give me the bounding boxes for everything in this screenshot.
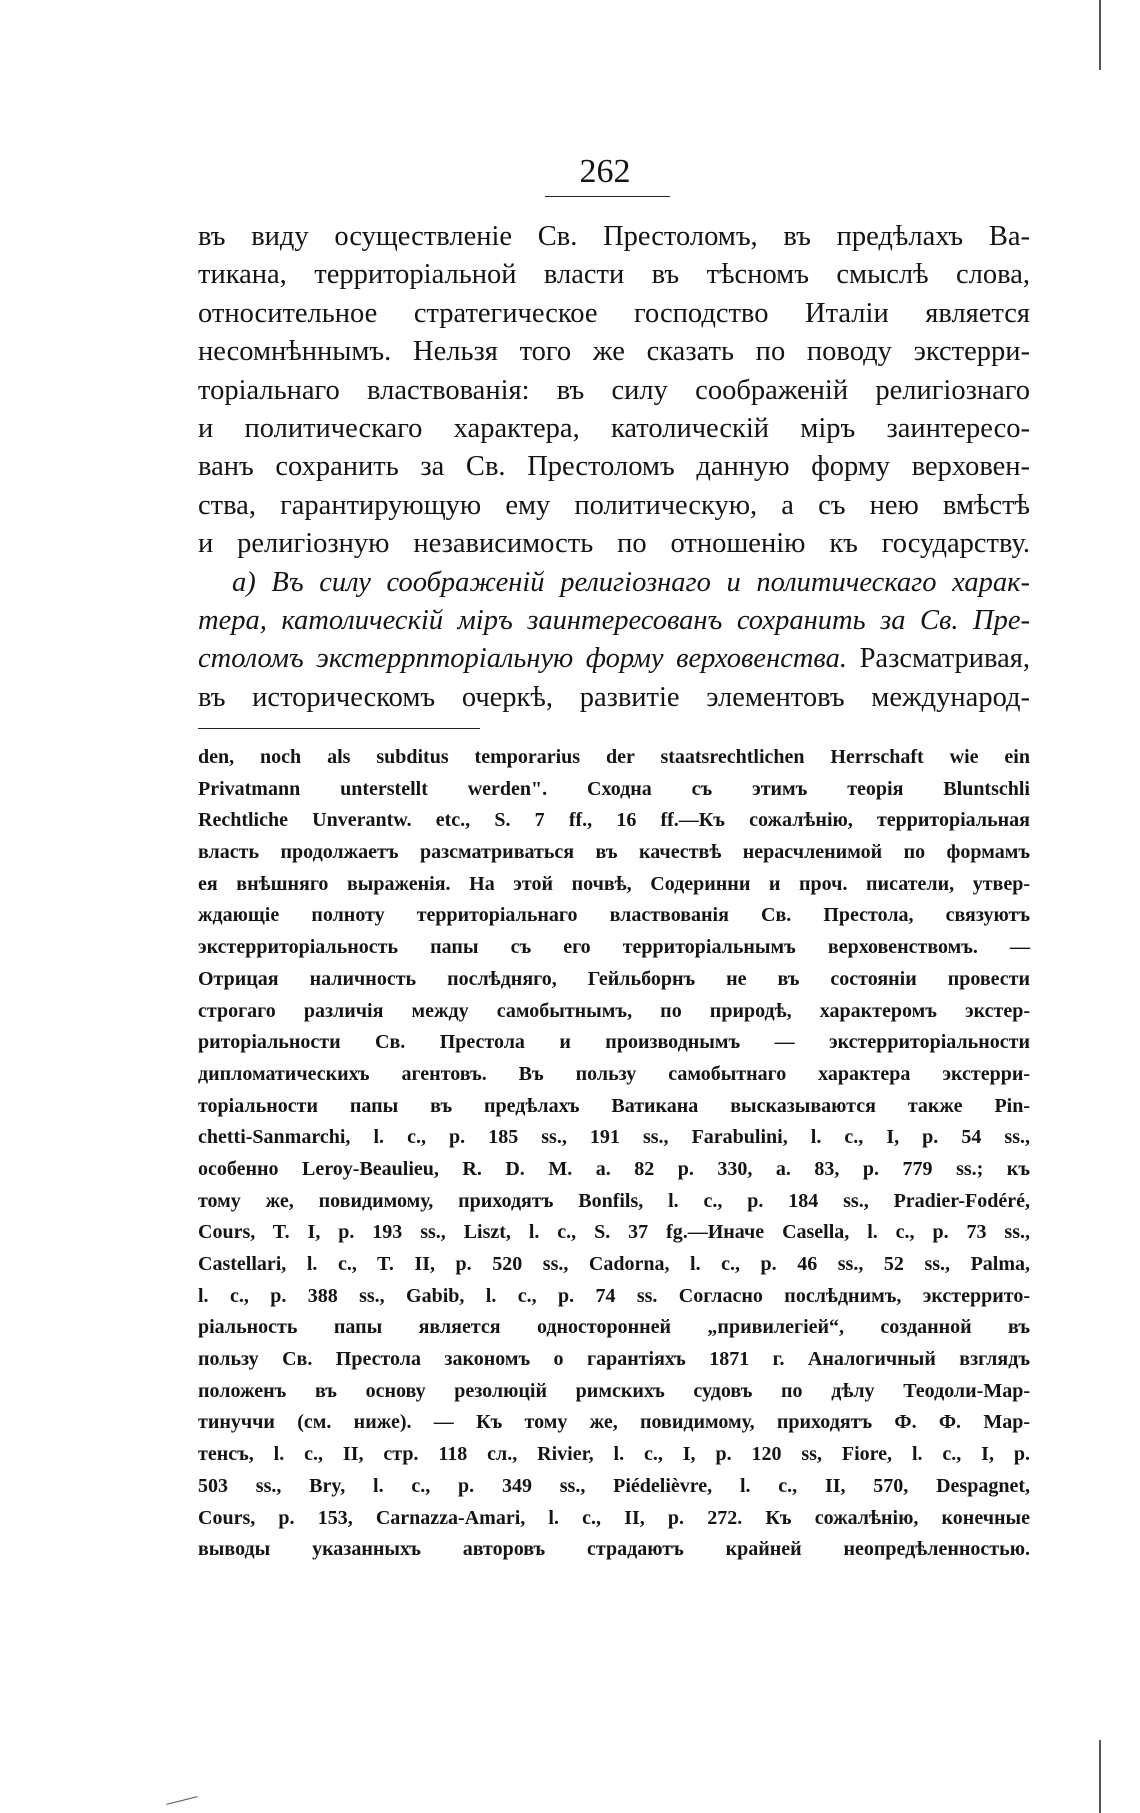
main-line: въ виду осуществленіе Св. Престоломъ, въ предѣлахъ Ва- <box>198 221 1030 252</box>
footnote-line: тенсъ, l. c., II, стр. 118 сл., Rivier, l. c., I, p. 120 ss, Fiore, l. c., I, p. <box>198 1443 1030 1466</box>
footnote-line: риторіальности Св. Престола и производнымъ — экстерриторіальности <box>198 1031 1030 1054</box>
footnote-line: пользу Св. Престола закономъ о гарантіяхъ 1871 г. Аналогичный взглядъ <box>198 1348 1030 1371</box>
footnote-line: Privatmann unterstellt werden". Сходна съ этимъ теорія Bluntschli <box>198 777 1030 800</box>
footnote-line: Cours, T. I, p. 193 ss., Liszt, l. c., S. 37 fg.—Иначе Casella, l. c., p. 73 ss., <box>198 1221 1030 1244</box>
main-line: ванъ сохранить за Св. Престоломъ данную форму верховен- <box>198 451 1030 483</box>
footnote-line: тинуччи (см. ниже). — Къ тому же, повидимому, приходятъ Ф. Ф. Мар- <box>198 1411 1030 1434</box>
footnote-line: l. c., p. 388 ss., Gabib, l. c., p. 74 ss. Согласно послѣднимъ, экстеррито- <box>198 1284 1030 1307</box>
footnote-line: Rechtliche Unverantw. etc., S. 7 ff., 16 ff.—Къ сожалѣнію, территоріальная <box>198 809 1030 832</box>
section-a-mixed-line <box>198 640 1030 678</box>
footnote-line: ждающіе полноту территоріальнаго властвованія Св. Престола, связуютъ <box>198 904 1030 927</box>
footnote-line: Castellari, l. c., T. II, p. 520 ss., Cadorna, l. c., p. 46 ss., 52 ss., Palma, <box>198 1253 1030 1275</box>
footnote-line: тому же, повидимому, приходятъ Bonfils, l. c., p. 184 ss., Pradier-Fodéré, <box>198 1189 1030 1212</box>
footnote-line: экстерриторіальность папы съ его территоріальнымъ верховенствомъ. — <box>198 936 1030 959</box>
page-number-rule <box>545 196 670 197</box>
section-a-heading-line: тера, католическій міръ заинтересованъ сохранить за Св. Пре- <box>198 604 1030 636</box>
main-line: въ историческомъ очеркѣ, развитіе элементовъ международ- <box>198 681 1030 713</box>
footnote-line: ея внѣшняго выраженія. На этой почвѣ, Содеринни и проч. писатели, утвер- <box>198 872 1030 895</box>
scan-corner-mark <box>166 1796 197 1805</box>
footnote-line: chetti-Sanmarchi, l. c., p. 185 ss., 191 ss., Farabulini, l. c., I, p. 54 ss., <box>198 1126 1030 1149</box>
footnote <box>198 742 1030 1566</box>
section-a-heading-line: а) Въ силу соображеній религіознаго и политическаго харак- <box>232 566 1030 598</box>
main-line: ства, гарантирующую ему политическую, а съ нею вмѣстѣ <box>198 489 1030 521</box>
main-line: относительное стратегическое господство Италіи является <box>198 297 1030 329</box>
page-number: 262 <box>579 153 631 190</box>
footnote-rule <box>198 728 480 729</box>
main-text <box>198 218 1030 717</box>
footnote-line: строгаго различія между самобытнымъ, по природѣ, характеромъ экстер- <box>198 999 1030 1022</box>
footnote-line: 503 ss., Bry, l. c., p. 349 ss., Piédelièvre, l. c., II, 570, Despagnet, <box>198 1474 1030 1497</box>
section-a-heading-end: столомъ экстеррпторіальную форму верховенства. <box>198 643 847 675</box>
main-line: торіальнаго властвованія: въ силу соображеній религіознаго <box>198 374 1030 406</box>
main-line: тикана, территоріальной власти въ тѣсномъ смыслѣ слова, <box>198 259 1030 291</box>
footnote-line: Cours, p. 153, Carnazza-Amari, l. c., II, p. 272. Къ сожалѣнію, конечные <box>198 1506 1030 1529</box>
main-line: и религіозную независимость по отношенію къ государству. <box>198 528 1030 560</box>
footnote-line: власть продолжаетъ разсматриваться въ качествѣ нерасчленимой по формамъ <box>198 841 1030 864</box>
footnote-line: выводы указанныхъ авторовъ страдаютъ крайней неопредѣленностью. <box>198 1538 1030 1561</box>
footnote-line: торіальности папы въ предѣлахъ Ватикана высказываются также Pin- <box>198 1094 1030 1117</box>
main-line: несомнѣннымъ. Нельзя того же сказать по поводу экстерри- <box>198 336 1030 368</box>
footnote-line: Отрицая наличность послѣдняго, Гейльборнъ не въ состояніи провести <box>198 967 1030 990</box>
footnote-line: положенъ въ основу резолюцій римскихъ судовъ по дѣлу Теодоли-Мар- <box>198 1379 1030 1402</box>
footnote-line: den, noch als subditus temporarius der staatsrechtlichen Herrschaft wie ein <box>198 746 1030 768</box>
footnote-line: особенно Leroy-Beaulieu, R. D. M. a. 82 p. 330, a. 83, p. 779 ss.; къ <box>198 1157 1030 1180</box>
scan-edge-mark <box>1099 0 1101 70</box>
main-line: и политическаго характера, католическій міръ заинтересо- <box>198 412 1030 444</box>
scan-edge-mark <box>1099 1740 1101 1813</box>
footnote-line: дипломатическихъ агентовъ. Въ пользу самобытнаго характера экстерри- <box>198 1062 1030 1085</box>
footnote-line: ріальность папы является односторонней „привилегіей“, созданной въ <box>198 1316 1030 1339</box>
section-a-text-start: Разсматривая, <box>847 643 1030 675</box>
